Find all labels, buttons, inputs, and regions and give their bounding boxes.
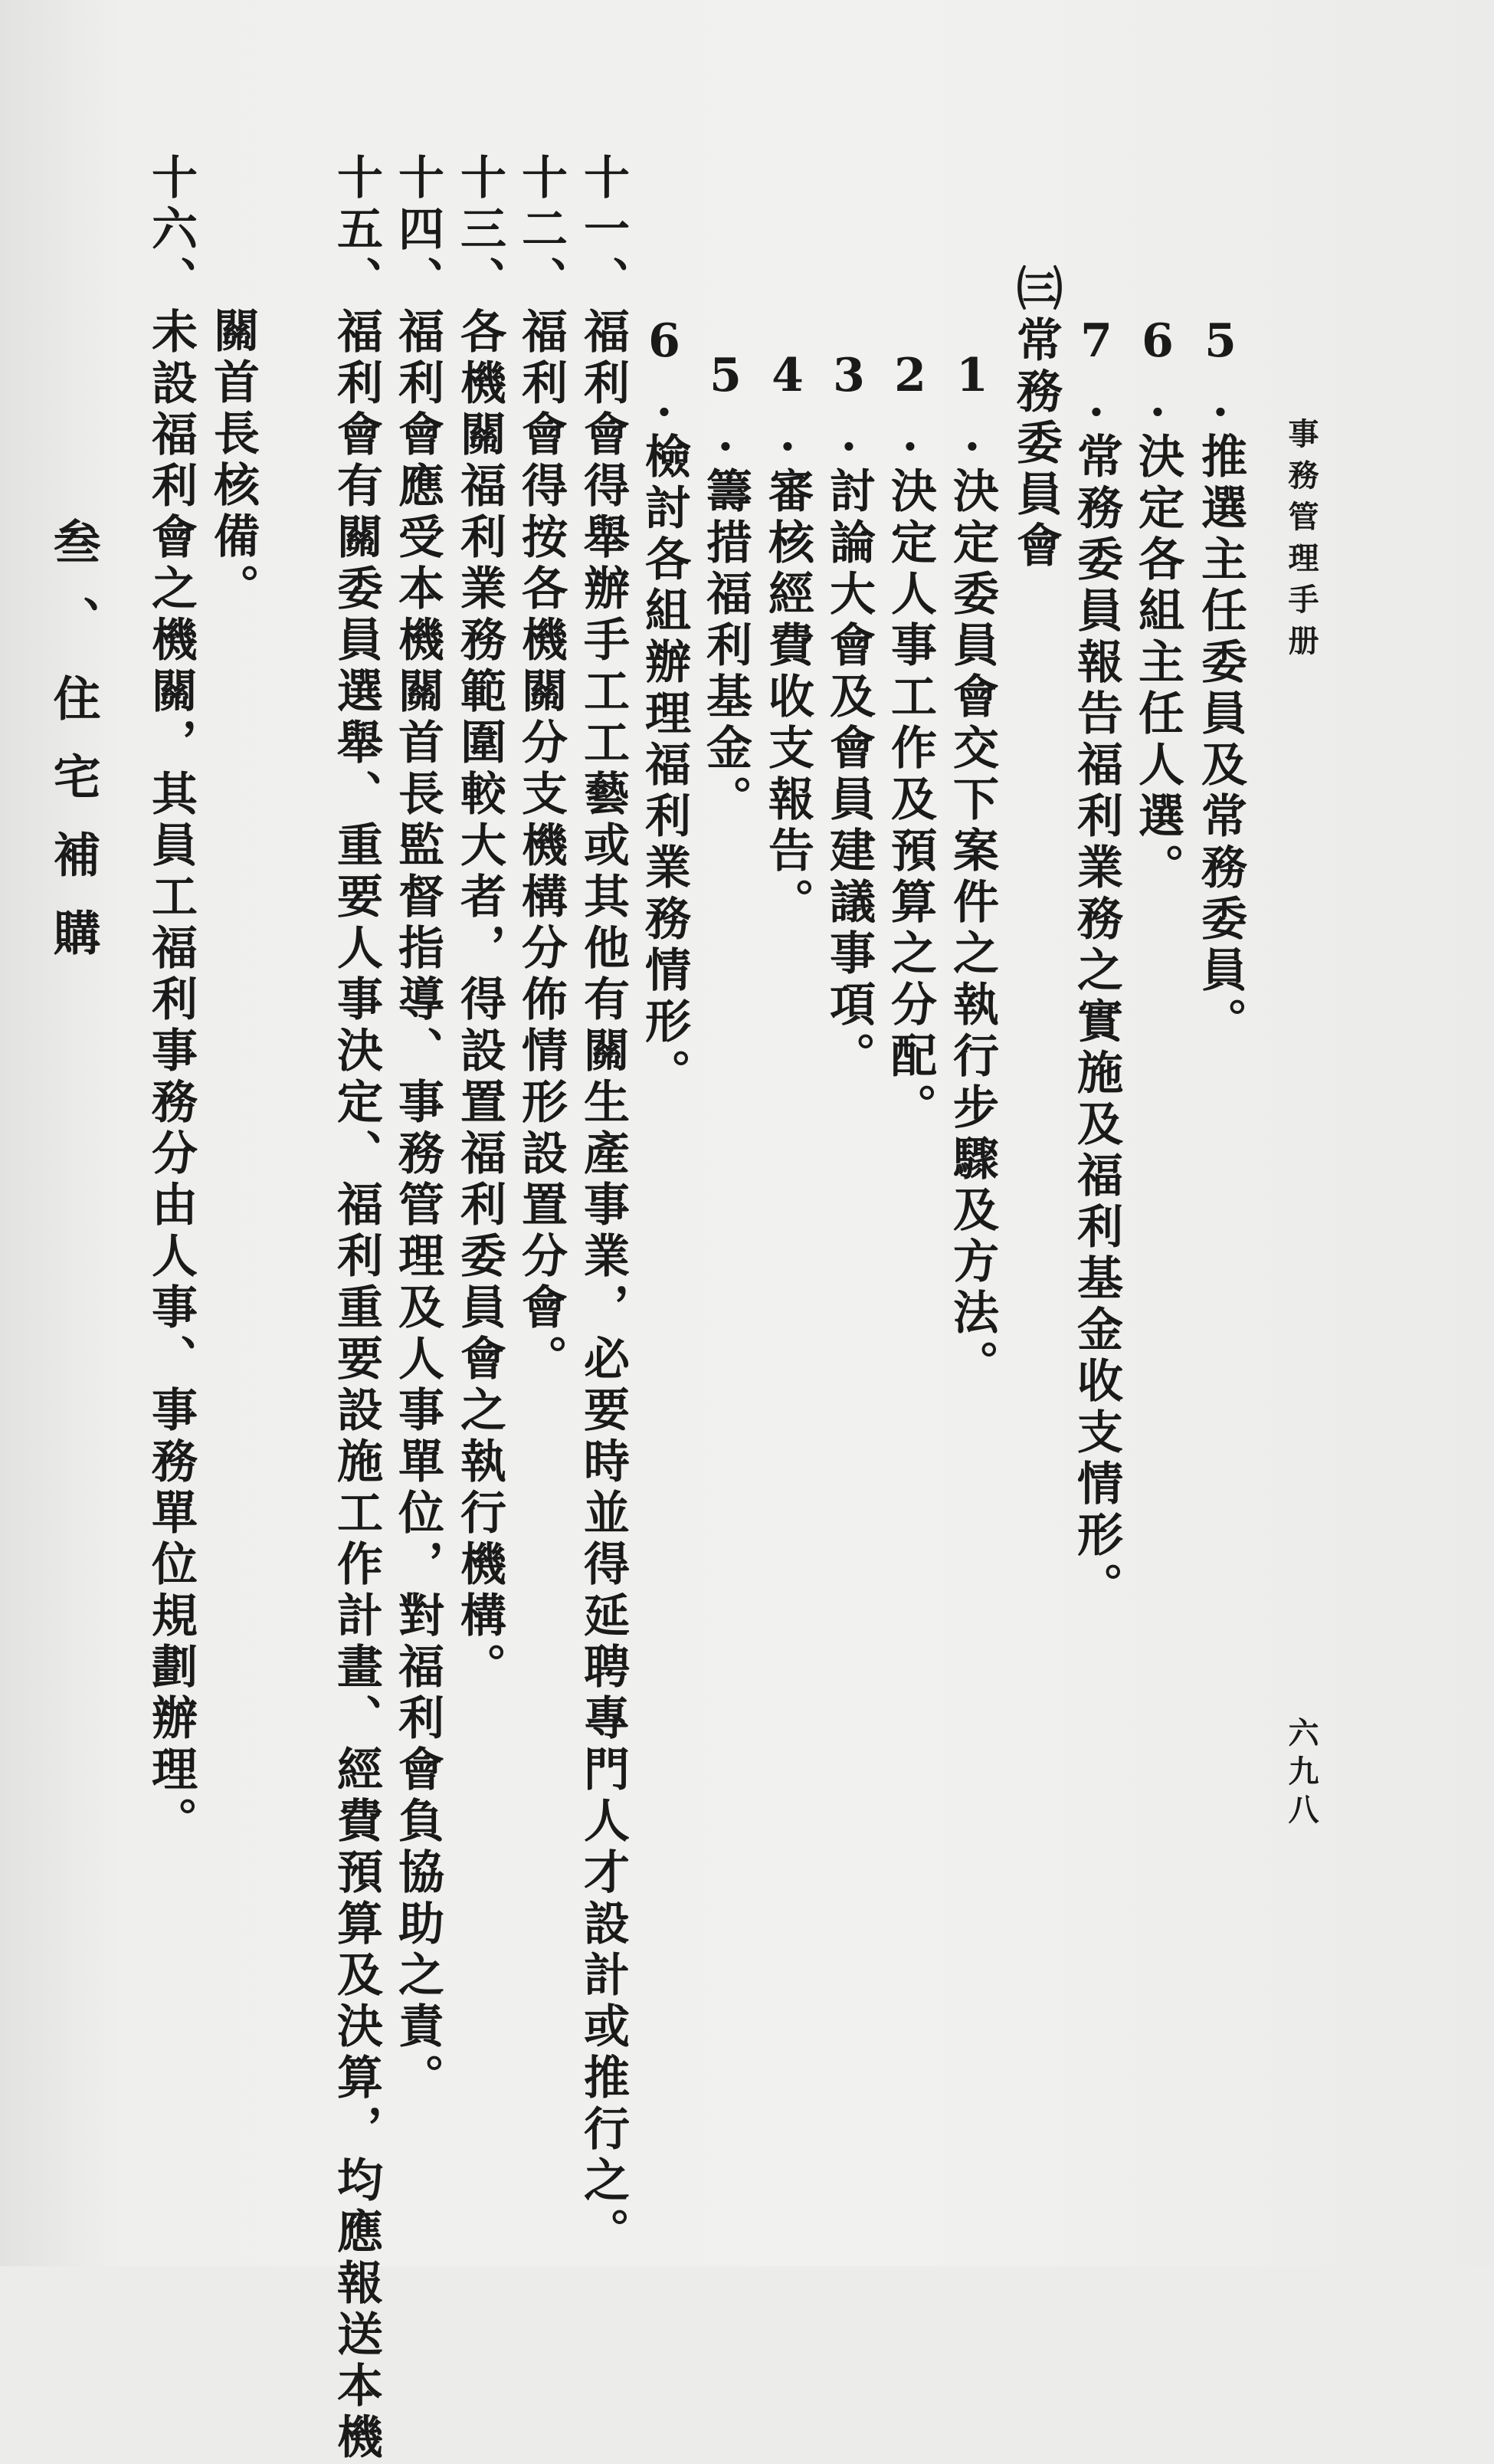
body-line: 4.審核經費收支報告。 [761, 349, 814, 929]
article-16: 十六、未設福利會之機關，其員工福利事務分由人事、事務單位規劃辦理。 [144, 153, 198, 1848]
body-line: 6.檢討各組辦理福利業務情形。 [637, 314, 691, 1100]
article-11: 十一、福利會得舉辦手工工藝或其他有關生產事業，必要時並得延聘專門人才設計或推行之。 [576, 153, 630, 2259]
article-15: 十五、福利會有關委員選舉、重要人事決定、福利重要設施工作計畫、經費預算及決算，均應報送本機 [329, 153, 383, 2464]
body-line: 1.決定委員會交下案件之執行步驟及方法。 [945, 349, 999, 1391]
book-title: 事務管理手册 [1283, 418, 1319, 666]
body-line: 2.決定人事工作及預算之分配。 [883, 349, 937, 1134]
article-13: 十三、各機關福利業務範圍較大者，得設置福利委員會之執行機構。 [453, 153, 506, 1694]
article-12: 十二、福利會得按各機關分支機構分佈情形設置分會。 [514, 153, 568, 1386]
section-heading: 叁、住宅補購 [45, 517, 101, 986]
article-15-continuation: 關首長核備。 [206, 307, 260, 615]
subsection-heading: ㈢常務委員會 [1009, 264, 1063, 573]
body-line: 5.籌措福利基金。 [699, 349, 752, 826]
body-line: 7.常務委員報告福利業務之實施及福利基金收支情形。 [1070, 314, 1123, 1613]
page-number: 六九八 [1283, 1717, 1319, 1832]
body-line: 6.決定各組主任人選。 [1131, 314, 1184, 894]
article-14: 十四、福利會應受本機關首長監督指導、事務管理及人事單位，對福利會負協助之責。 [391, 153, 444, 2105]
body-line: 5.推選主任委員及常務委員。 [1194, 314, 1247, 1048]
body-line: 3.討論大會及會員建議事項。 [822, 349, 876, 1083]
